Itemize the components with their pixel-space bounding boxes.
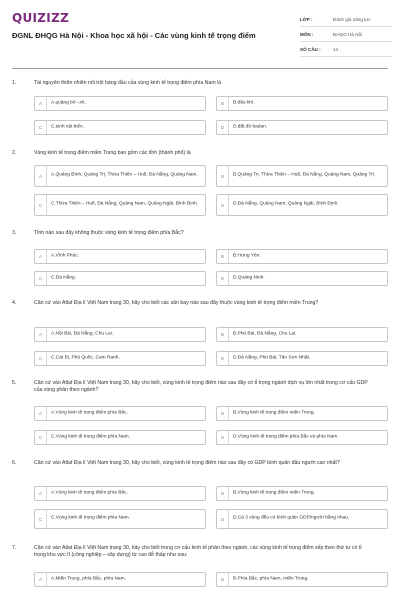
option-c[interactable] xyxy=(34,430,206,445)
question-number: 2. xyxy=(12,150,17,156)
quizizz-logo: QUIZIZZ xyxy=(12,11,70,25)
option-b[interactable] xyxy=(216,249,388,264)
meta-key: MÔN : xyxy=(300,31,314,37)
option-a[interactable] xyxy=(34,406,206,421)
question-text: Căn cứ vào Atlat Địa lí Việt Nam trang 30, hãy cho biết các sân bay nào sau đây thuộc vùng kinh tế trọng điểm miền Trung? xyxy=(34,300,319,306)
option-letter: A xyxy=(35,250,47,263)
option-letter: C xyxy=(35,272,47,285)
option-text: B.Vùng kinh tế trọng điểm miền Trung. xyxy=(233,410,315,416)
option-a[interactable] xyxy=(34,327,206,342)
question-number: 7. xyxy=(12,545,17,551)
meta-value: ĐHQG Hà Nội xyxy=(333,31,363,37)
question-number: 1. xyxy=(12,80,17,86)
option-letter: B xyxy=(217,573,229,586)
option-letter: D xyxy=(217,510,229,528)
option-text: A.Nội Bài, Đà Nẵng, Chu Lai. xyxy=(51,331,114,337)
option-d[interactable] xyxy=(216,430,388,445)
option-text: C.Thừa Thiên – Huế, Đà Nẵng, Quảng Nam, Quảng Ngãi, Bình Định. xyxy=(51,201,199,207)
option-text: D.đất đỏ badan. xyxy=(233,124,268,130)
question-number: 5. xyxy=(12,380,17,386)
option-text: B.Phía Bắc, phía Nam, miền Trung. xyxy=(233,576,309,582)
meta-row-class xyxy=(300,12,392,27)
option-letter: C xyxy=(35,431,47,444)
option-letter: D xyxy=(217,195,229,215)
option-a[interactable] xyxy=(34,486,206,501)
option-letter: C xyxy=(35,121,47,134)
option-letter: A xyxy=(35,166,47,186)
option-text: D.Vùng kinh tế trọng điểm phía Bắc và phía Nam. xyxy=(233,434,339,440)
option-letter: B xyxy=(217,487,229,500)
option-text: D.Quảng Ninh. xyxy=(233,275,265,281)
option-letter: D xyxy=(217,352,229,365)
option-letter: A xyxy=(35,97,47,110)
option-c[interactable] xyxy=(34,271,206,286)
option-text: A.Quảng Bình, Quảng Trị, Thừa Thiên – Huế, Đà Nẵng, Quảng Nam. xyxy=(51,172,198,178)
option-b[interactable] xyxy=(216,486,388,501)
option-c[interactable] xyxy=(34,120,206,135)
option-c[interactable] xyxy=(34,194,206,216)
option-text: A.Vùng kinh tế trọng điểm phía Bắc. xyxy=(51,410,128,416)
option-c[interactable] xyxy=(34,351,206,366)
option-text: D.Đà Nẵng, Quảng Nam, Quảng Ngãi, Bình Định. xyxy=(233,201,339,207)
meta-value: 14 xyxy=(333,46,339,52)
option-text: A.Vĩnh Phúc. xyxy=(51,253,79,259)
option-b[interactable] xyxy=(216,572,388,587)
option-text: A.Vùng kinh tế trọng điểm phía Bắc. xyxy=(51,490,128,496)
option-letter: A xyxy=(35,328,47,341)
option-letter: A xyxy=(35,573,47,586)
option-text: D.Cả 3 vùng đều có bình quân GDP/người bằng nhau. xyxy=(233,515,350,521)
option-a[interactable] xyxy=(34,249,206,264)
option-d[interactable] xyxy=(216,120,388,135)
option-letter: C xyxy=(35,510,47,528)
option-text: B.Phú Bài, Đà Nẵng, Chu Lai. xyxy=(233,331,297,337)
option-letter: B xyxy=(217,407,229,420)
option-letter: B xyxy=(217,166,229,186)
option-text: B.Hưng Yên. xyxy=(233,253,261,259)
question-text: Tỉnh nào sau đây không thuộc vùng kinh tế trọng điểm phía Bắc? xyxy=(34,230,184,236)
worksheet-header xyxy=(0,0,400,62)
option-text: C.Cát Bi, Phù Quốc, Cam Ranh. xyxy=(51,355,120,361)
option-letter: B xyxy=(217,250,229,263)
meta-row-question-count xyxy=(300,42,392,57)
option-d[interactable] xyxy=(216,194,388,216)
meta-key: LỚP : xyxy=(300,16,313,22)
option-letter: A xyxy=(35,407,47,420)
question-number: 4. xyxy=(12,300,17,306)
header-divider xyxy=(12,68,388,69)
question-text: Vùng kinh tế trọng điểm miền Trung bao gồm các tỉnh (thành phố) là xyxy=(34,150,191,156)
question-text: Căn cứ vào Atlat Địa lí Việt Nam trang 30, hãy cho biết, vùng kinh tế trọng điểm nào sau đây có tỉ trọng ngành dịch vụ lớn nhất trong cơ cấu GDP của vùng phân theo ngành? xyxy=(34,380,368,394)
meta-value: Đánh giá năng lực xyxy=(333,16,371,22)
option-text: C.Vùng kinh tế trọng điểm phía Nam. xyxy=(51,434,130,440)
option-text: B.Vùng kinh tế trọng điểm miền Trung. xyxy=(233,490,315,496)
option-letter: D xyxy=(217,121,229,134)
option-d[interactable] xyxy=(216,351,388,366)
option-letter: B xyxy=(217,97,229,110)
option-letter: D xyxy=(217,431,229,444)
option-text: D.Đà Nẵng, Phú Bài, Tân Sơn Nhất. xyxy=(233,355,311,361)
option-text: C.Vùng kinh tế trọng điểm phía Nam. xyxy=(51,515,130,521)
worksheet-title: ĐGNL ĐHQG Hà Nội - Khoa học xã hội - Các vùng kinh tế trọng điểm xyxy=(12,31,256,40)
option-b[interactable] xyxy=(216,327,388,342)
question-text: Căn cứ vào Atlat Địa lí Việt Nam trang 30, hãy cho biết trong cơ cấu kinh tế phân theo ngành, các vùng kinh tế trọng điểm xếp theo thứ tự có tỉ trọng khu vực II (công nghiệp – xây dựng) từ cao đễ thấp như sau: xyxy=(34,545,362,559)
option-text: A.quặng bô –xít. xyxy=(51,100,86,106)
question-number: 6. xyxy=(12,460,17,466)
option-text: C.sinh vật biển. xyxy=(51,124,85,130)
option-a[interactable] xyxy=(34,572,206,587)
option-letter: B xyxy=(217,328,229,341)
option-letter: C xyxy=(35,195,47,215)
option-a[interactable] xyxy=(34,96,206,111)
option-b[interactable] xyxy=(216,165,388,187)
meta-row-subject xyxy=(300,27,392,42)
option-letter: C xyxy=(35,352,47,365)
option-d[interactable] xyxy=(216,271,388,286)
meta-key: SỐ CÂU : xyxy=(300,46,321,52)
meta-info xyxy=(300,12,392,57)
option-text: C.Đà Nẵng. xyxy=(51,275,77,281)
option-a[interactable] xyxy=(34,165,206,187)
option-d[interactable] xyxy=(216,509,388,529)
option-b[interactable] xyxy=(216,406,388,421)
option-text: B.dầu khí. xyxy=(233,100,255,106)
option-text: A.Miền Trung, phía Bắc, phía Nam. xyxy=(51,576,126,582)
option-b[interactable] xyxy=(216,96,388,111)
question-text: Căn cứ vào Atlat Địa lí Việt Nam trang 30, hãy cho biết, vùng kinh tế trọng điểm nào sau đây có GDP bình quân đầu người cao nhất? xyxy=(34,460,340,466)
question-number: 3. xyxy=(12,230,17,236)
option-letter: D xyxy=(217,272,229,285)
option-letter: A xyxy=(35,487,47,500)
option-c[interactable] xyxy=(34,509,206,529)
question-text: Tài nguyên thiên nhiên nổi trội hàng đầu của vùng kinh tế trọng điểm phía Nam là xyxy=(34,80,222,86)
option-text: B.Quảng Trị, Thừa Thiên – Huế, Đà Nẵng, Quảng Nam, Quảng Trị. xyxy=(233,172,376,178)
